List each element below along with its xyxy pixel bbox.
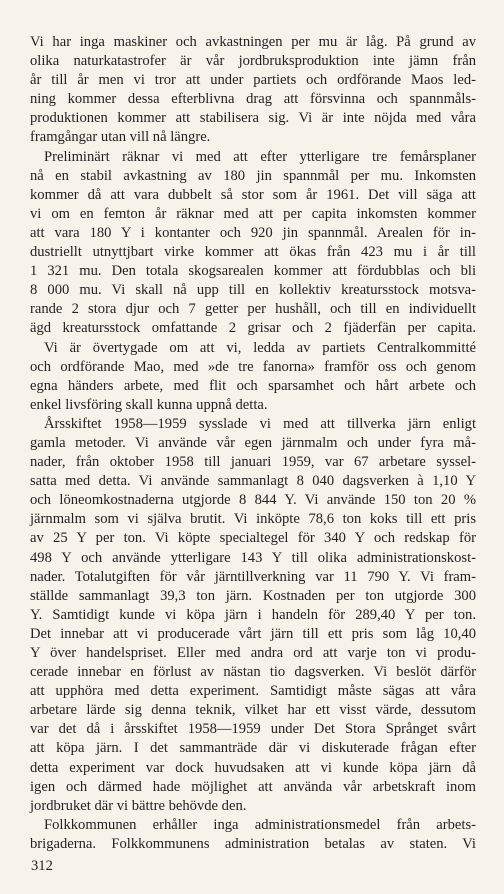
text-line: satta med detta. Vi använde sammanlagt 8 040 dagsverken à 1,10 Y [30, 473, 476, 490]
page-number: 312 [31, 858, 53, 874]
text-line: Det innebar att vi producerade vårt järn till ett pris som låg 10,40 [30, 625, 476, 642]
text-line: av 25 Y per ton. Vi köpte specialtegel för 340 Y och redskap för [30, 530, 476, 547]
text-line: 1 321 mu. Den totala skogsarealen kommer att fördubblas och bli [30, 263, 476, 280]
text-line: Y. Samtidigt kunde vi köpa järn i handeln för 289,40 Y per ton. [30, 606, 476, 623]
text-line: järnmalm som vi själva brutit. Vi inköpte 78,6 ton koks till ett pris [30, 511, 476, 528]
text-line: rande 2 stora djur och 7 getter per hushåll, och till en individuellt [30, 301, 476, 318]
text-line: att vara 180 Y i kontanter och 920 jin spannmål. Arealen för in- [30, 224, 476, 241]
text-line: ning kommer dessa efterblivna drag att försvinna och spannmåls- [30, 91, 476, 108]
paragraph-3 [30, 339, 476, 415]
text-line: år till år men vi tror att under partiets och ordförande Maos led- [30, 72, 476, 89]
paragraph-1 [30, 33, 476, 148]
text-line: egna händers arbete, med flit och sparsamhet och hårt arbete och [30, 377, 476, 394]
text-line: ägd kreatursstock omfattande 2 grisar och 2 fjäderfän per capita. [30, 320, 476, 337]
text-line: Y över handelspriset. Eller med andra ord att varje ton vi produ- [30, 645, 476, 661]
paragraph-2 [30, 148, 476, 339]
text-line: dustriellt utnyttjbart virke kommer att ökas från 423 mu i år till [30, 244, 476, 261]
text-line: framgångar utan vill nå längre. [30, 129, 211, 146]
text-line: Preliminärt räknar vi med att efter ytterligare tre femårsplaner [44, 148, 476, 165]
text-line: att köpa järn. I det sammanträde där vi diskuterade frågan efter [30, 740, 476, 757]
text-line: 8 000 mu. Vi skall nå upp till en kollektiv kreatursstock motsva- [30, 282, 476, 299]
text-line: kommer då att vara dubbelt så stor som år 1961. Det vill säga att [30, 186, 476, 203]
text-line: detta experiment var dock huvudsaken att vi kunde köpa järn då [30, 759, 476, 776]
text-line: produktionen kommer att stabilisera sig. Vi är inte nöjda med våra [30, 110, 476, 127]
text-line: nå en stabil avkastning av 180 jin spannmål per mu. Inkomsten [30, 167, 476, 184]
text-line: arbetare lärde sig denna teknik, vilket har ett visst värde, dessutom [30, 702, 476, 719]
text-line: jordbruket där vi bättre behövde den. [30, 797, 247, 814]
text-line: brigaderna. Folkkommunens administration betalas av staten. Vi [30, 835, 476, 852]
text-line: nader, från oktober 1958 till januari 1959, var 67 arbetare syssel- [30, 454, 476, 471]
text-line: igen och därmed hade möjlighet att använda vår arbetskraft inom [30, 778, 476, 795]
text-line: Årsskiftet 1958—1959 sysslade vi med att tillverka järn enligt [44, 415, 476, 432]
text-line: cerade innebar en förlust av nästan tio dagsverken. Vi beslöt därför [30, 664, 476, 681]
text-line: Folkkommunen erhåller inga administrationsmedel från arbets- [44, 816, 476, 833]
text-line: var det då i årsskiftet 1958—1959 under Det Stora Språnget svårt [30, 721, 476, 738]
text-line: och löneomkostnaderna utgjorde 8 844 Y. Vi använde 150 ton 20 % [30, 492, 476, 509]
text-line: olika naturkatastrofer är vår jordbruksproduktion inte jämn från [30, 53, 476, 70]
text-line: ställde sammanlagt 39,3 ton järn. Kostnaden per ton utgjorde 300 [30, 587, 476, 604]
text-line: gamla metoder. Vi använde vår egen järnmalm och under fyra må- [30, 434, 476, 451]
paragraph-4 [30, 415, 476, 816]
text-line: 498 Y och använde ytterligare 143 Y till olika administrationskost- [30, 549, 476, 566]
paragraph-5 [30, 816, 476, 854]
text-line: Vi är övertygade om att vi, ledda av partiets Centralkommitté [44, 339, 476, 356]
text-line: att upphöra med detta experiment. Samtidigt måste sägas att våra [30, 683, 476, 700]
body-text [30, 33, 476, 854]
text-line: Vi har inga maskiner och avkastningen per mu är låg. På grund av [30, 34, 476, 50]
text-line: vi om en femton år räknar med att per capita inkomsten kommer [30, 205, 476, 222]
text-line: enkel livsföring skall kunna uppnå detta. [30, 396, 268, 413]
text-line: och ordförande Mao, med »de tre fanorna» framför oss och genom [30, 358, 476, 375]
text-line: nader. Totalutgiften för vår järntillverkning var 11 790 Y. Vi fram- [30, 568, 476, 585]
